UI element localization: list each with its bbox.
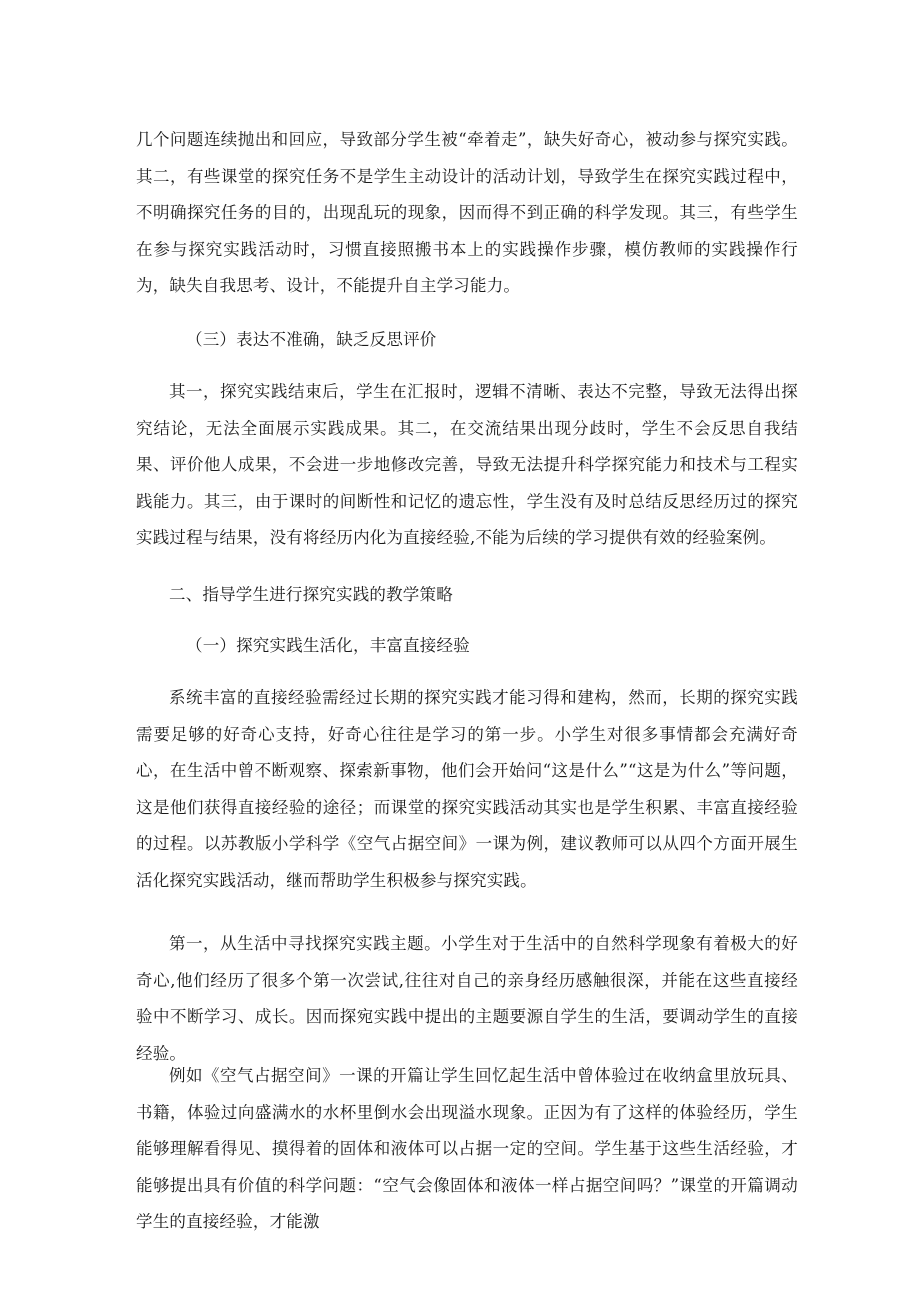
paragraph-reflection: 其一，探究实践结束后，学生在汇报时，逻辑不清晰、表达不完整，导致无法得出探究结论，无法全面展示实践成果。其二，在交流结果出现分歧时，学生不会反思自我结果、评价他人成果，不会进一步地修改完善，导致无法提升科学探究能力和技术与工程实践能力。其三，由于课时的间断性和记忆的遗忘性，学生没有及时总结反思经历过的探究实践过程与结果，没有将经历内化为直接经验,不能为后续的学习提供有效的经验案例。 bbox=[136, 382, 798, 548]
paragraph-continuation: 几个问题连续抛出和回应，导致部分学生被“牵着走”，缺失好奇心，被动参与探究实践。其二，有些课堂的探究任务不是学生主动设计的活动计划，导致学生在探究实践过程中，不明确探究任务的目的，出现乱玩的现象，因而得不到正确的科学发现。其三，有些学生在参与探究实践活动时，习惯直接照搬书本上的实践操作步骤，模仿教师的实践操作行为，缺失自我思考、设计，不能提升自主学习能力。 bbox=[136, 130, 798, 296]
paragraph-first-point: 第一，从生活中寻找探究实践主题。小学生对于生活中的自然科学现象有着极大的好奇心,他们经历了很多个第一次尝试,往往对自己的亲身经历感触很深，并能在这些直接经验中不断学习、成长。因而探宛实践中提出的主题要源自学生的生活，要调动学生的直接经验。 bbox=[136, 934, 798, 1063]
subheading-one: （一）探究实践生活化，丰富直接经验 bbox=[186, 636, 470, 655]
paragraph-example: 例如《空气占据空间》一课的开篇让学生回忆起生活中曾体验过在收纳盒里放玩具、书籍，体验过向盛满水的水杯里倒水会出现溢水现象。正因为有了这样的体验经历，学生能够理解看得见、摸得着的固体和液体可以占据一定的空间。学生基于这些生活经验，才能够提出具有价值的科学问题：“空气会像固体和液体一样占据空间吗？”课堂的开篇调动学生的直接经验，才能激 bbox=[136, 1066, 798, 1232]
section-heading-two: 二、指导学生进行探究实践的教学策略 bbox=[169, 585, 453, 604]
paragraph-experience: 系统丰富的直接经验需经过长期的探究实践才能习得和建构，然而，长期的探究实践需要足够的好奇心支持，好奇心往往是学习的第一步。小学生对很多事情都会充满好奇心，在生活中曾不断观察、探索新事物，他们会开始问“这是什么”“这是为什么”等问题，这是他们获得直接经验的途径；而课堂的探究实践活动其实也是学生积累、丰富直接经验的过程。以苏教版小学科学《空气占据空间》一课为例，建议教师可以从四个方面开展生活化探究实践活动，继而帮助学生积极参与探究实践。 bbox=[136, 688, 798, 890]
subheading-three: （三）表达不准确，缺乏反思评价 bbox=[186, 330, 437, 349]
